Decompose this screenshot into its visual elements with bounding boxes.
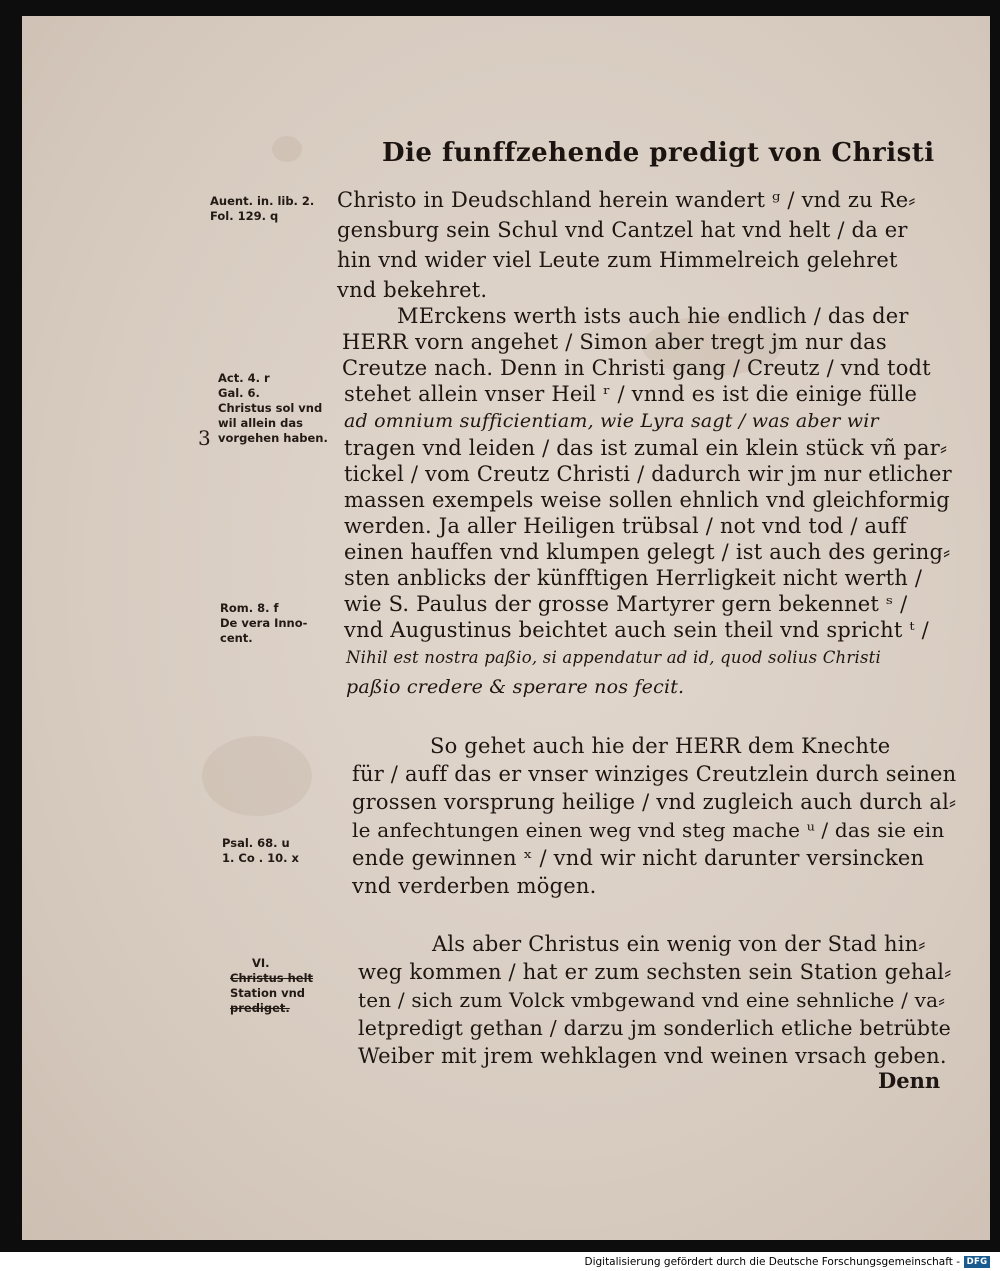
text-line: ten / sich zum Volck vmbgewand vnd eine sehnliche / va⸗: [358, 988, 946, 1012]
margin-note-4: Psal. 68. u 1. Co . 10. x: [222, 836, 299, 865]
text-line: letpredigt gethan / darzu jm sonderlich etliche betrübte: [358, 1016, 952, 1040]
text-line: wie S. Paulus der grosse Martyrer gern bekennet ˢ /: [344, 592, 908, 616]
margin-note-2: Act. 4. r Gal. 6. Christus sol vnd wil allein das vorgehen haben.: [218, 371, 328, 445]
margin-note-3: Rom. 8. f De vera Inno- cent.: [220, 601, 308, 645]
text-line: Weiber mit jrem wehklagen vnd weinen vrsach geben.: [358, 1044, 947, 1068]
text-line: MErckens werth ists auch hie endlich / das der: [397, 304, 909, 328]
text-line: gensburg sein Schul vnd Cantzel hat vnd helt / da er: [337, 218, 908, 242]
book-page: [22, 16, 990, 1240]
text-line: Als aber Christus ein wenig von der Stad hin⸗: [432, 932, 926, 956]
text-line: tragen vnd leiden / das ist zumal ein klein stück vñ par⸗: [344, 436, 948, 460]
catchword: Denn: [878, 1068, 941, 1093]
text-line: vnd Augustinus beichtet auch sein theil vnd spricht ᵗ /: [344, 618, 929, 642]
margin-note-5: VI. Christus helt Station vnd prediget.: [230, 956, 314, 1015]
text-line: werden. Ja aller Heiligen trübsal / not vnd tod / auff: [344, 514, 907, 538]
footer-credit: Digitalisierung gefördert durch die Deutsche Forschungsgemeinschaft -: [584, 1256, 960, 1268]
text-line: vnd verderben mögen.: [352, 874, 597, 898]
text-line: Nihil est nostra paßio, si appendatur ad id, quod solius Christi: [346, 648, 881, 667]
text-line: tickel / vom Creutz Christi / dadurch wir jm nur etlicher: [344, 462, 952, 486]
text-line: Christo in Deudschland herein wandert ᵍ / vnd zu Re⸗: [337, 188, 916, 212]
text-line: massen exempels weise sollen ehnlich vnd gleichformig: [344, 488, 950, 512]
page-header: Die funffzehende predigt von Christi: [382, 138, 935, 168]
text-line: paßio credere & sperare nos fecit.: [346, 676, 685, 698]
text-line: einen hauffen vnd klumpen gelegt / ist auch des gering⸗: [344, 540, 951, 564]
text-line: sten anblicks der künfftigen Herrligkeit nicht werth /: [344, 566, 923, 590]
margin-number: 3: [198, 426, 211, 450]
text-line: vnd bekehret.: [337, 278, 488, 302]
text-line: le anfechtungen einen weg vnd steg mache ᵘ / das sie ein: [352, 818, 945, 842]
digitization-footer: [580, 1254, 990, 1270]
text-line: stehet allein vnser Heil ʳ / vnnd es ist die einige fülle: [344, 382, 918, 406]
text-line: ad omnium sufficientiam, wie Lyra sagt / was aber wir: [344, 410, 879, 432]
text-line: HERR vorn angehet / Simon aber tregt jm nur das: [342, 330, 887, 354]
text-line: grossen vorsprung heilige / vnd zugleich auch durch al⸗: [352, 790, 957, 814]
dfg-logo-icon: DFG: [964, 1256, 990, 1268]
text-line: für / auff das er vnser winziges Creutzlein durch seinen: [352, 762, 957, 786]
body-text: [22, 16, 990, 1240]
text-line: ende gewinnen ˣ / vnd wir nicht darunter versincken: [352, 846, 925, 870]
text-line: Creutze nach. Denn in Christi gang / Creutz / vnd todt: [342, 356, 931, 380]
text-line: hin vnd wider viel Leute zum Himmelreich gelehret: [337, 248, 898, 272]
text-line: weg kommen / hat er zum sechsten sein Station gehal⸗: [358, 960, 952, 984]
margin-note-1: Auent. in. lib. 2. Fol. 129. q: [210, 194, 315, 223]
text-line: So gehet auch hie der HERR dem Knechte: [430, 734, 891, 758]
